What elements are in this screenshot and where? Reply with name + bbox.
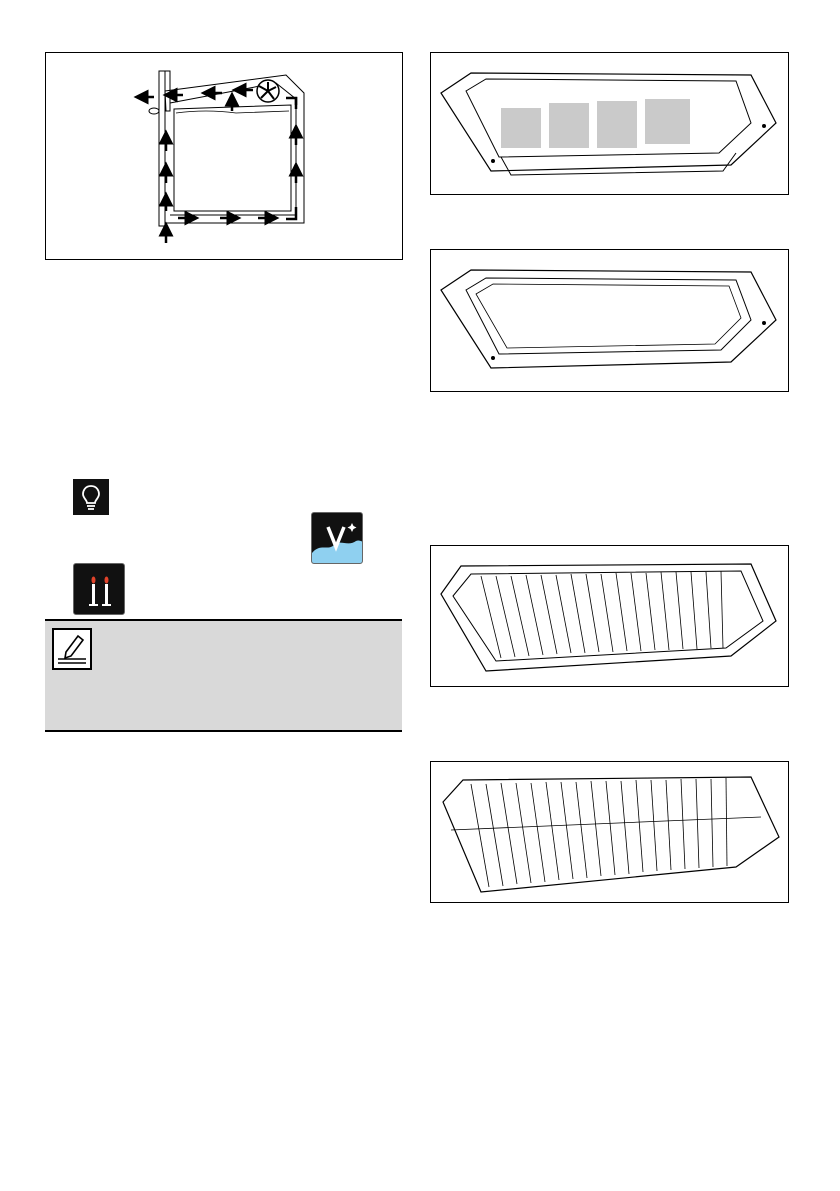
solid-baking-tray [431, 250, 788, 391]
wire-shelf-figure [430, 761, 789, 903]
oven-airflow-diagram [46, 53, 402, 259]
wire-rack-tray-figure [430, 545, 789, 687]
perforated-tray-figure [430, 52, 789, 195]
solid-tray-figure [430, 249, 789, 392]
pencil-note-icon [52, 628, 92, 670]
wire-rack-with-tray [431, 546, 788, 686]
airflow-diagram-figure [45, 52, 403, 260]
steam-clean-icon [311, 512, 363, 564]
perforated-baking-tray [431, 53, 788, 194]
wire-shelf [431, 762, 788, 902]
note-box [45, 619, 402, 732]
sabbath-candles-icon [73, 563, 125, 615]
lightbulb-icon [73, 479, 109, 515]
